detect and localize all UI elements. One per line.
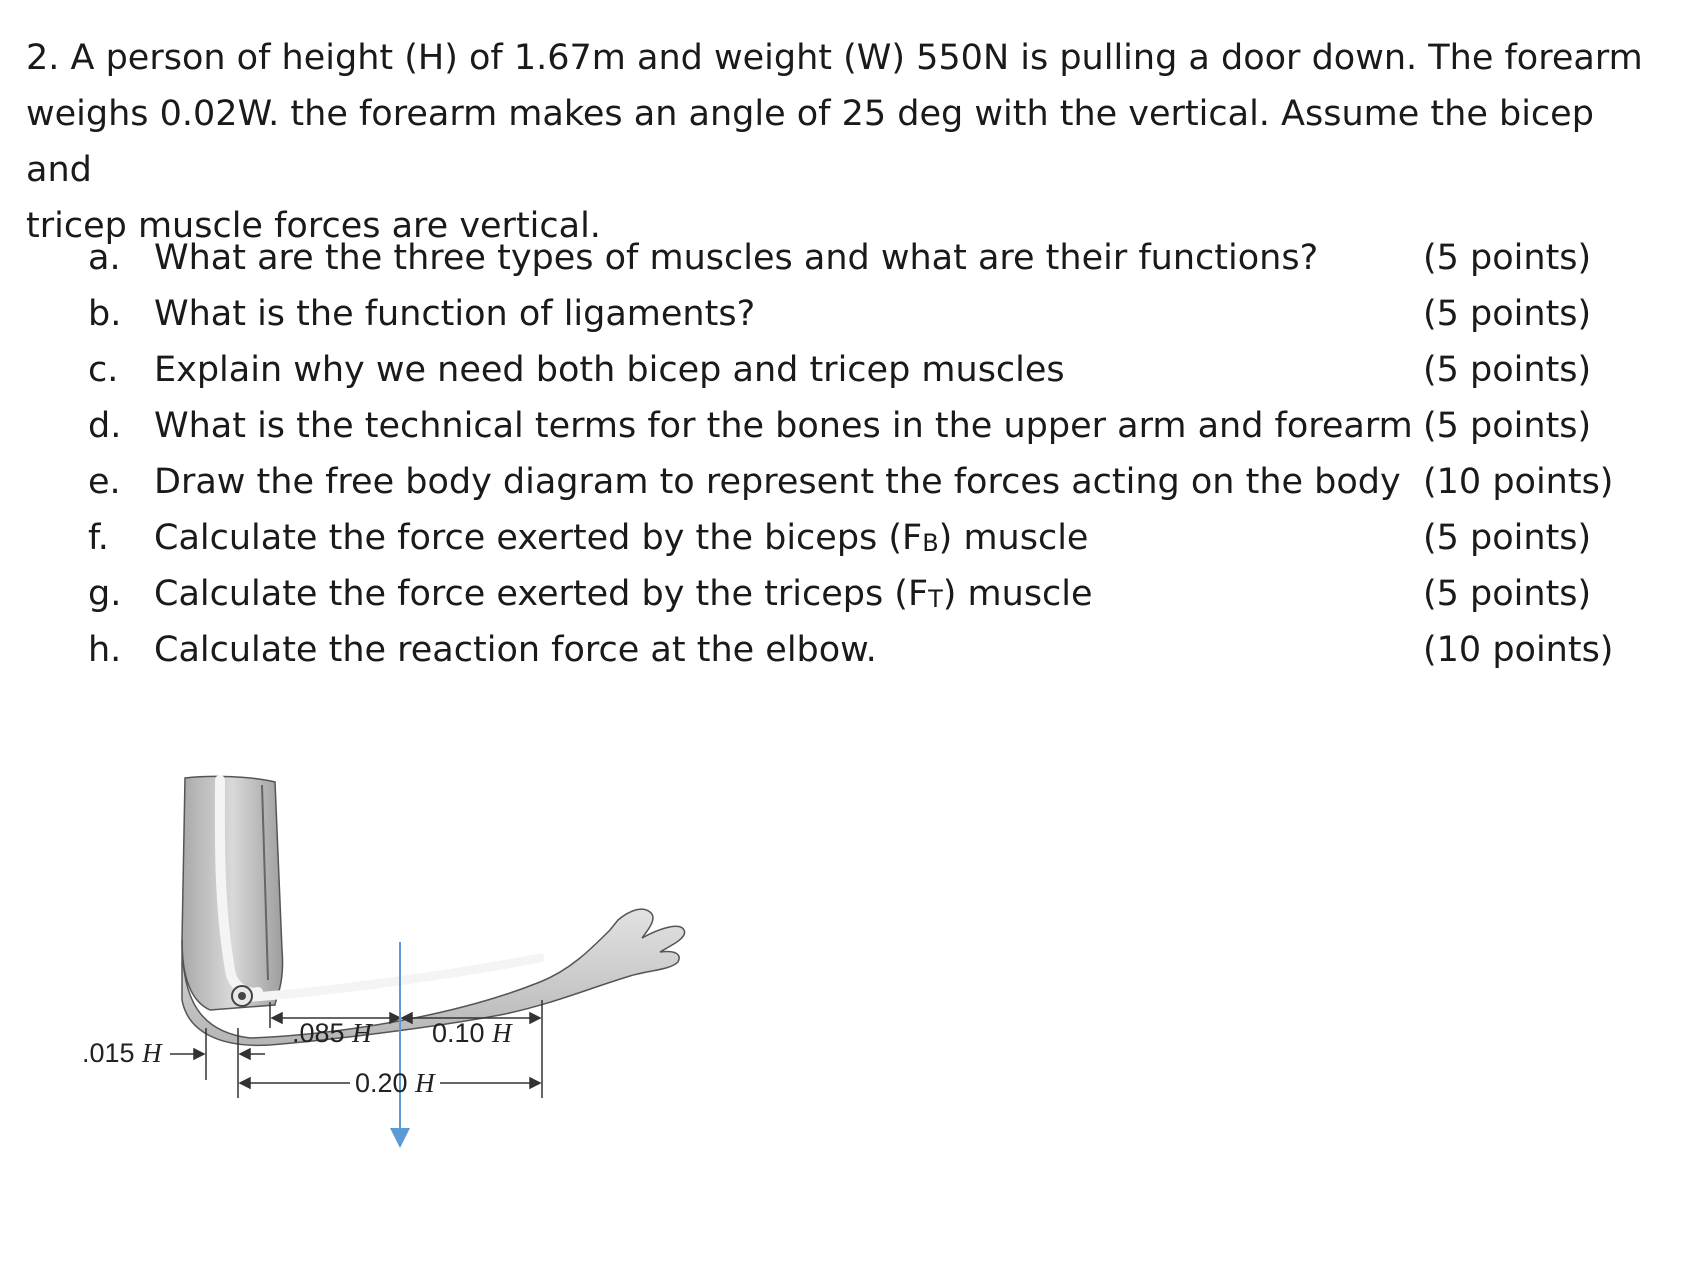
dim-label-cg: 0.10 H	[432, 1018, 512, 1048]
dim-label-tricep: .015 H	[82, 1038, 162, 1068]
question-letter: g.	[88, 574, 122, 614]
question-letter: c.	[88, 350, 119, 390]
question-text	[154, 510, 1088, 571]
question-letter: e.	[88, 462, 121, 502]
problem-statement	[26, 30, 1666, 254]
subscript-t: T	[928, 585, 943, 613]
question-text	[154, 566, 1093, 627]
question-d	[88, 398, 1648, 454]
dim-label-hand: 0.20 H	[355, 1068, 435, 1098]
question-f	[88, 510, 1648, 566]
question-letter: h.	[88, 630, 122, 670]
question-b	[88, 286, 1648, 342]
question-text: Calculate the reaction force at the elbow.	[154, 630, 877, 670]
question-points: (10 points)	[1423, 462, 1614, 502]
question-text: Draw the free body diagram to represent the forces acting on the body	[154, 462, 1401, 502]
forearm-bone	[240, 958, 540, 998]
question-text-after: ) muscle	[942, 574, 1093, 614]
question-list	[88, 230, 1648, 678]
question-e	[88, 454, 1648, 510]
question-text: Explain why we need both bicep and tricep muscles	[154, 350, 1065, 390]
question-text: What is the function of ligaments?	[154, 294, 756, 334]
elbow-pin	[238, 992, 246, 1000]
question-letter: a.	[88, 238, 121, 278]
question-text-after: ) muscle	[938, 518, 1089, 558]
question-letter: f.	[88, 518, 109, 558]
question-points: (5 points)	[1423, 350, 1592, 390]
intro-line: 2. A person of height (H) of 1.67m and weight (W) 550N is pulling a door down. The forearm	[26, 38, 1643, 78]
question-text: What is the technical terms for the bones in the upper arm and forearm	[154, 406, 1413, 446]
question-points: (10 points)	[1423, 630, 1614, 670]
dim-label-bicep: .085 H	[292, 1018, 372, 1048]
weight-arrow-head	[390, 1128, 410, 1148]
question-text-before: Calculate the force exerted by the triceps (F	[154, 574, 929, 614]
question-h	[88, 622, 1648, 678]
question-points: (5 points)	[1423, 574, 1592, 614]
intro-line: weighs 0.02W. the forearm makes an angle of 25 deg with the vertical. Assume the bicep and	[26, 94, 1594, 190]
question-points: (5 points)	[1423, 238, 1592, 278]
question-letter: b.	[88, 294, 122, 334]
subscript-b: B	[922, 529, 939, 557]
question-g	[88, 566, 1648, 622]
question-text-before: Calculate the force exerted by the biceps (F	[154, 518, 923, 558]
intro-line: tricep muscle forces are vertical.	[26, 206, 601, 246]
question-points: (5 points)	[1423, 518, 1592, 558]
question-points: (5 points)	[1423, 294, 1592, 334]
arm-illustration	[70, 770, 710, 1260]
question-c	[88, 342, 1648, 398]
question-points: (5 points)	[1423, 406, 1592, 446]
question-letter: d.	[88, 406, 122, 446]
question-a	[88, 230, 1648, 286]
arm-figure	[70, 770, 710, 1260]
question-text: What are the three types of muscles and what are their functions?	[154, 238, 1319, 278]
